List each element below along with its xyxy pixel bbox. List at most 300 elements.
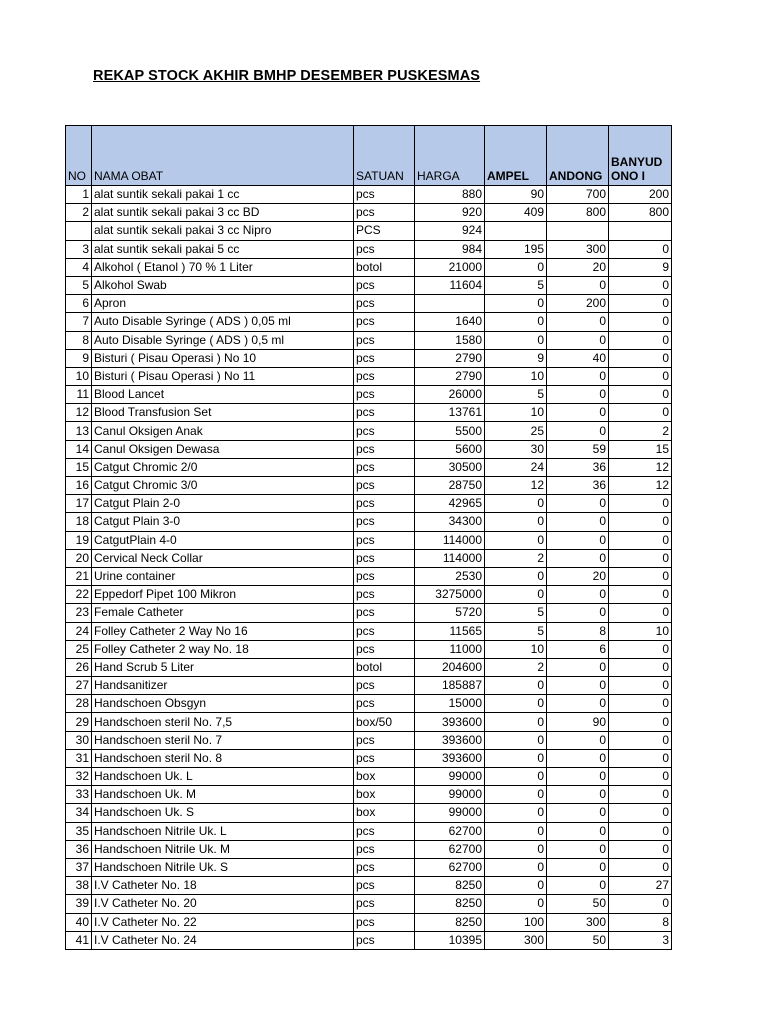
- cell-no: 3: [66, 240, 92, 258]
- cell-nama-obat: Handschoen Uk. S: [92, 804, 354, 822]
- cell-banyudono: 0: [609, 840, 672, 858]
- cell-nama-obat: Handschoen steril No. 7,5: [92, 713, 354, 731]
- header-ampel: AMPEL: [485, 126, 547, 186]
- cell-banyudono: 0: [609, 549, 672, 567]
- cell-nama-obat: Folley Catheter 2 Way No 16: [92, 622, 354, 640]
- cell-nama-obat: alat suntik sekali pakai 3 cc Nipro: [92, 222, 354, 240]
- cell-no: 37: [66, 858, 92, 876]
- cell-nama-obat: I.V Catheter No. 20: [92, 895, 354, 913]
- cell-satuan: pcs: [354, 349, 415, 367]
- cell-harga: 5600: [415, 440, 485, 458]
- table-row: [66, 749, 672, 767]
- cell-no: 28: [66, 695, 92, 713]
- cell-no: 18: [66, 513, 92, 531]
- cell-banyudono: 0: [609, 858, 672, 876]
- cell-harga: [415, 295, 485, 313]
- cell-nama-obat: Alkohol Swab: [92, 276, 354, 294]
- cell-no: [66, 222, 92, 240]
- cell-harga: 11000: [415, 640, 485, 658]
- cell-satuan: pcs: [354, 495, 415, 513]
- table-row: [66, 258, 672, 276]
- table-row: [66, 840, 672, 858]
- cell-no: 11: [66, 386, 92, 404]
- page-title: REKAP STOCK AKHIR BMHP DESEMBER PUSKESMAS: [93, 68, 481, 84]
- cell-satuan: pcs: [354, 422, 415, 440]
- cell-nama-obat: I.V Catheter No. 22: [92, 913, 354, 931]
- cell-ampel: 90: [485, 186, 547, 204]
- cell-harga: 393600: [415, 713, 485, 731]
- cell-nama-obat: Bisturi ( Pisau Operasi ) No 10: [92, 349, 354, 367]
- cell-harga: 28750: [415, 477, 485, 495]
- table-row: [66, 549, 672, 567]
- cell-nama-obat: Canul Oksigen Anak: [92, 422, 354, 440]
- cell-banyudono: 0: [609, 367, 672, 385]
- cell-banyudono: 2: [609, 422, 672, 440]
- cell-nama-obat: Catgut Chromic 2/0: [92, 458, 354, 476]
- cell-nama-obat: Handschoen Uk. L: [92, 768, 354, 786]
- cell-no: 17: [66, 495, 92, 513]
- cell-satuan: box: [354, 804, 415, 822]
- cell-andong: 0: [547, 422, 609, 440]
- header-banyudono: BANYUD ONO I: [609, 126, 672, 186]
- cell-harga: 880: [415, 186, 485, 204]
- cell-harga: 2790: [415, 367, 485, 385]
- cell-banyudono: 0: [609, 640, 672, 658]
- cell-banyudono: 12: [609, 477, 672, 495]
- cell-ampel: 0: [485, 295, 547, 313]
- cell-nama-obat: Auto Disable Syringe ( ADS ) 0,05 ml: [92, 313, 354, 331]
- cell-andong: 0: [547, 513, 609, 531]
- cell-andong: 0: [547, 786, 609, 804]
- cell-nama-obat: Canul Oksigen Dewasa: [92, 440, 354, 458]
- cell-ampel: 30: [485, 440, 547, 458]
- cell-satuan: pcs: [354, 622, 415, 640]
- table-row: [66, 713, 672, 731]
- cell-satuan: botol: [354, 258, 415, 276]
- cell-nama-obat: Handschoen Nitrile Uk. L: [92, 822, 354, 840]
- cell-nama-obat: alat suntik sekali pakai 5 cc: [92, 240, 354, 258]
- cell-banyudono: 0: [609, 677, 672, 695]
- cell-andong: 0: [547, 858, 609, 876]
- table-row: [66, 186, 672, 204]
- cell-banyudono: 27: [609, 877, 672, 895]
- cell-ampel: 0: [485, 877, 547, 895]
- cell-no: 23: [66, 604, 92, 622]
- cell-no: 40: [66, 913, 92, 931]
- cell-andong: 800: [547, 204, 609, 222]
- cell-harga: 204600: [415, 658, 485, 676]
- table-row: [66, 331, 672, 349]
- cell-satuan: pcs: [354, 367, 415, 385]
- cell-satuan: pcs: [354, 440, 415, 458]
- cell-no: 21: [66, 567, 92, 585]
- cell-andong: 0: [547, 404, 609, 422]
- cell-no: 15: [66, 458, 92, 476]
- cell-harga: 920: [415, 204, 485, 222]
- cell-no: 14: [66, 440, 92, 458]
- cell-satuan: pcs: [354, 677, 415, 695]
- cell-banyudono: 0: [609, 768, 672, 786]
- header-andong: ANDONG: [547, 126, 609, 186]
- cell-harga: 393600: [415, 731, 485, 749]
- table-row: [66, 240, 672, 258]
- cell-no: 16: [66, 477, 92, 495]
- cell-banyudono: 0: [609, 786, 672, 804]
- cell-ampel: 5: [485, 604, 547, 622]
- cell-nama-obat: Catgut Plain 2-0: [92, 495, 354, 513]
- cell-banyudono: 0: [609, 804, 672, 822]
- cell-no: 34: [66, 804, 92, 822]
- cell-harga: 185887: [415, 677, 485, 695]
- header-no: NO: [66, 126, 92, 186]
- cell-ampel: 0: [485, 804, 547, 822]
- cell-andong: 0: [547, 604, 609, 622]
- cell-nama-obat: Eppedorf Pipet 100 Mikron: [92, 586, 354, 604]
- cell-ampel: 0: [485, 786, 547, 804]
- cell-ampel: 12: [485, 477, 547, 495]
- cell-harga: 62700: [415, 822, 485, 840]
- cell-banyudono: 0: [609, 749, 672, 767]
- table-row: [66, 586, 672, 604]
- table-row: [66, 877, 672, 895]
- stock-table: [65, 125, 672, 950]
- cell-andong: 0: [547, 495, 609, 513]
- cell-harga: 99000: [415, 768, 485, 786]
- cell-banyudono: 0: [609, 713, 672, 731]
- cell-ampel: 10: [485, 367, 547, 385]
- cell-andong: 0: [547, 677, 609, 695]
- cell-ampel: 24: [485, 458, 547, 476]
- cell-ampel: 0: [485, 586, 547, 604]
- cell-nama-obat: Blood Lancet: [92, 386, 354, 404]
- cell-andong: 300: [547, 913, 609, 931]
- cell-ampel: 25: [485, 422, 547, 440]
- cell-satuan: pcs: [354, 513, 415, 531]
- cell-harga: 11604: [415, 276, 485, 294]
- cell-nama-obat: Alkohol ( Etanol ) 70 % 1 Liter: [92, 258, 354, 276]
- table-row: [66, 604, 672, 622]
- cell-harga: 99000: [415, 786, 485, 804]
- header-row: [66, 126, 672, 186]
- table-row: [66, 822, 672, 840]
- cell-harga: 99000: [415, 804, 485, 822]
- cell-ampel: 0: [485, 713, 547, 731]
- cell-banyudono: 0: [609, 658, 672, 676]
- table-row: [66, 695, 672, 713]
- table-row: [66, 658, 672, 676]
- cell-andong: 36: [547, 477, 609, 495]
- cell-nama-obat: Auto Disable Syringe ( ADS ) 0,5 ml: [92, 331, 354, 349]
- cell-no: 13: [66, 422, 92, 440]
- cell-banyudono: 0: [609, 404, 672, 422]
- cell-ampel: 0: [485, 895, 547, 913]
- cell-nama-obat: Handschoen Obsgyn: [92, 695, 354, 713]
- cell-no: 7: [66, 313, 92, 331]
- table-row: [66, 295, 672, 313]
- cell-satuan: pcs: [354, 586, 415, 604]
- cell-nama-obat: Catgut Plain 3-0: [92, 513, 354, 531]
- cell-ampel: 0: [485, 331, 547, 349]
- cell-nama-obat: Hand Scrub 5 Liter: [92, 658, 354, 676]
- cell-no: 24: [66, 622, 92, 640]
- table-row: [66, 567, 672, 585]
- cell-harga: 114000: [415, 531, 485, 549]
- cell-satuan: pcs: [354, 331, 415, 349]
- cell-no: 20: [66, 549, 92, 567]
- cell-andong: 0: [547, 367, 609, 385]
- cell-no: 12: [66, 404, 92, 422]
- cell-andong: 0: [547, 749, 609, 767]
- cell-harga: 15000: [415, 695, 485, 713]
- cell-banyudono: 15: [609, 440, 672, 458]
- table-row: [66, 422, 672, 440]
- cell-andong: 0: [547, 877, 609, 895]
- table-row: [66, 404, 672, 422]
- cell-ampel: [485, 222, 547, 240]
- cell-satuan: pcs: [354, 931, 415, 949]
- table-row: [66, 622, 672, 640]
- cell-satuan: pcs: [354, 186, 415, 204]
- cell-harga: 2790: [415, 349, 485, 367]
- cell-no: 25: [66, 640, 92, 658]
- cell-ampel: 5: [485, 622, 547, 640]
- cell-banyudono: 3: [609, 931, 672, 949]
- cell-ampel: 0: [485, 677, 547, 695]
- cell-no: 9: [66, 349, 92, 367]
- cell-nama-obat: Handsanitizer: [92, 677, 354, 695]
- cell-harga: 62700: [415, 840, 485, 858]
- cell-satuan: pcs: [354, 913, 415, 931]
- table-row: [66, 931, 672, 949]
- header-harga: HARGA: [415, 126, 485, 186]
- cell-ampel: 10: [485, 640, 547, 658]
- cell-nama-obat: Blood Transfusion Set: [92, 404, 354, 422]
- cell-ampel: 300: [485, 931, 547, 949]
- cell-no: 36: [66, 840, 92, 858]
- cell-nama-obat: Bisturi ( Pisau Operasi ) No 11: [92, 367, 354, 385]
- cell-banyudono: 0: [609, 349, 672, 367]
- cell-harga: 11565: [415, 622, 485, 640]
- cell-nama-obat: Handschoen Uk. M: [92, 786, 354, 804]
- cell-satuan: pcs: [354, 895, 415, 913]
- cell-no: 31: [66, 749, 92, 767]
- cell-ampel: 0: [485, 695, 547, 713]
- cell-no: 39: [66, 895, 92, 913]
- cell-no: 30: [66, 731, 92, 749]
- cell-satuan: pcs: [354, 240, 415, 258]
- cell-satuan: pcs: [354, 640, 415, 658]
- cell-satuan: pcs: [354, 204, 415, 222]
- cell-harga: 10395: [415, 931, 485, 949]
- cell-satuan: box/50: [354, 713, 415, 731]
- cell-satuan: PCS: [354, 222, 415, 240]
- cell-ampel: 5: [485, 386, 547, 404]
- cell-ampel: 0: [485, 258, 547, 276]
- cell-ampel: 5: [485, 276, 547, 294]
- table-row: [66, 495, 672, 513]
- cell-andong: 0: [547, 386, 609, 404]
- cell-banyudono: 0: [609, 313, 672, 331]
- cell-ampel: 0: [485, 495, 547, 513]
- table-row: [66, 513, 672, 531]
- cell-harga: 1580: [415, 331, 485, 349]
- cell-nama-obat: I.V Catheter No. 18: [92, 877, 354, 895]
- cell-banyudono: 0: [609, 240, 672, 258]
- cell-banyudono: 0: [609, 586, 672, 604]
- cell-andong: 0: [547, 840, 609, 858]
- cell-banyudono: 200: [609, 186, 672, 204]
- cell-ampel: 0: [485, 858, 547, 876]
- cell-andong: 40: [547, 349, 609, 367]
- cell-harga: 8250: [415, 877, 485, 895]
- cell-no: 32: [66, 768, 92, 786]
- table-row: [66, 222, 672, 240]
- cell-ampel: 0: [485, 768, 547, 786]
- cell-no: 38: [66, 877, 92, 895]
- cell-satuan: pcs: [354, 386, 415, 404]
- table-row: [66, 458, 672, 476]
- cell-nama-obat: Catgut Chromic 3/0: [92, 477, 354, 495]
- table-row: [66, 367, 672, 385]
- cell-andong: 300: [547, 240, 609, 258]
- cell-satuan: pcs: [354, 276, 415, 294]
- table-row: [66, 640, 672, 658]
- cell-satuan: pcs: [354, 731, 415, 749]
- cell-nama-obat: Apron: [92, 295, 354, 313]
- cell-andong: 0: [547, 731, 609, 749]
- table-row: [66, 440, 672, 458]
- cell-satuan: pcs: [354, 477, 415, 495]
- cell-ampel: 2: [485, 549, 547, 567]
- cell-nama-obat: CatgutPlain 4-0: [92, 531, 354, 549]
- cell-no: 29: [66, 713, 92, 731]
- cell-nama-obat: Handschoen Nitrile Uk. M: [92, 840, 354, 858]
- cell-banyudono: 0: [609, 295, 672, 313]
- header-nama-obat: NAMA OBAT: [92, 126, 354, 186]
- cell-ampel: 0: [485, 313, 547, 331]
- cell-no: 22: [66, 586, 92, 604]
- table-row: [66, 913, 672, 931]
- cell-andong: 0: [547, 804, 609, 822]
- cell-satuan: pcs: [354, 567, 415, 585]
- table-row: [66, 386, 672, 404]
- cell-harga: 114000: [415, 549, 485, 567]
- cell-no: 26: [66, 658, 92, 676]
- cell-nama-obat: alat suntik sekali pakai 3 cc BD: [92, 204, 354, 222]
- cell-banyudono: 9: [609, 258, 672, 276]
- cell-andong: 8: [547, 622, 609, 640]
- table-row: [66, 204, 672, 222]
- cell-andong: 0: [547, 695, 609, 713]
- cell-andong: 59: [547, 440, 609, 458]
- cell-satuan: pcs: [354, 458, 415, 476]
- cell-no: 6: [66, 295, 92, 313]
- cell-banyudono: 10: [609, 622, 672, 640]
- cell-ampel: 0: [485, 840, 547, 858]
- table-row: [66, 731, 672, 749]
- cell-andong: 90: [547, 713, 609, 731]
- cell-harga: 1640: [415, 313, 485, 331]
- cell-harga: 34300: [415, 513, 485, 531]
- cell-ampel: 0: [485, 749, 547, 767]
- cell-satuan: pcs: [354, 858, 415, 876]
- cell-banyudono: [609, 222, 672, 240]
- cell-andong: 0: [547, 822, 609, 840]
- cell-banyudono: 800: [609, 204, 672, 222]
- table-row: [66, 895, 672, 913]
- cell-harga: 26000: [415, 386, 485, 404]
- cell-harga: 3275000: [415, 586, 485, 604]
- cell-banyudono: 0: [609, 331, 672, 349]
- cell-andong: 50: [547, 895, 609, 913]
- cell-no: 2: [66, 204, 92, 222]
- cell-andong: 36: [547, 458, 609, 476]
- table-row: [66, 276, 672, 294]
- header-satuan: SATUAN: [354, 126, 415, 186]
- cell-no: 1: [66, 186, 92, 204]
- table-row: [66, 804, 672, 822]
- table-row: [66, 349, 672, 367]
- table-row: [66, 768, 672, 786]
- cell-satuan: botol: [354, 658, 415, 676]
- cell-no: 35: [66, 822, 92, 840]
- cell-no: 33: [66, 786, 92, 804]
- cell-satuan: pcs: [354, 531, 415, 549]
- cell-no: 41: [66, 931, 92, 949]
- cell-andong: 20: [547, 567, 609, 585]
- cell-ampel: 100: [485, 913, 547, 931]
- cell-harga: 924: [415, 222, 485, 240]
- cell-ampel: 195: [485, 240, 547, 258]
- cell-nama-obat: Handschoen steril No. 7: [92, 731, 354, 749]
- cell-ampel: 10: [485, 404, 547, 422]
- cell-banyudono: 0: [609, 513, 672, 531]
- table-row: [66, 477, 672, 495]
- cell-harga: 984: [415, 240, 485, 258]
- cell-harga: 5720: [415, 604, 485, 622]
- cell-nama-obat: Handschoen Nitrile Uk. S: [92, 858, 354, 876]
- cell-nama-obat: I.V Catheter No. 24: [92, 931, 354, 949]
- table-row: [66, 677, 672, 695]
- cell-banyudono: 0: [609, 567, 672, 585]
- cell-harga: 393600: [415, 749, 485, 767]
- cell-no: 19: [66, 531, 92, 549]
- cell-satuan: box: [354, 768, 415, 786]
- cell-harga: 8250: [415, 913, 485, 931]
- cell-no: 8: [66, 331, 92, 349]
- cell-no: 5: [66, 276, 92, 294]
- cell-andong: 0: [547, 658, 609, 676]
- table-row: [66, 786, 672, 804]
- cell-banyudono: 0: [609, 695, 672, 713]
- cell-andong: 200: [547, 295, 609, 313]
- cell-harga: 42965: [415, 495, 485, 513]
- cell-andong: 0: [547, 313, 609, 331]
- cell-ampel: 0: [485, 531, 547, 549]
- cell-andong: 0: [547, 531, 609, 549]
- cell-ampel: 0: [485, 731, 547, 749]
- table-row: [66, 858, 672, 876]
- cell-nama-obat: Urine container: [92, 567, 354, 585]
- cell-harga: 13761: [415, 404, 485, 422]
- cell-ampel: 0: [485, 567, 547, 585]
- cell-satuan: pcs: [354, 295, 415, 313]
- cell-no: 27: [66, 677, 92, 695]
- cell-satuan: pcs: [354, 549, 415, 567]
- cell-andong: 0: [547, 768, 609, 786]
- cell-satuan: box: [354, 786, 415, 804]
- cell-ampel: 9: [485, 349, 547, 367]
